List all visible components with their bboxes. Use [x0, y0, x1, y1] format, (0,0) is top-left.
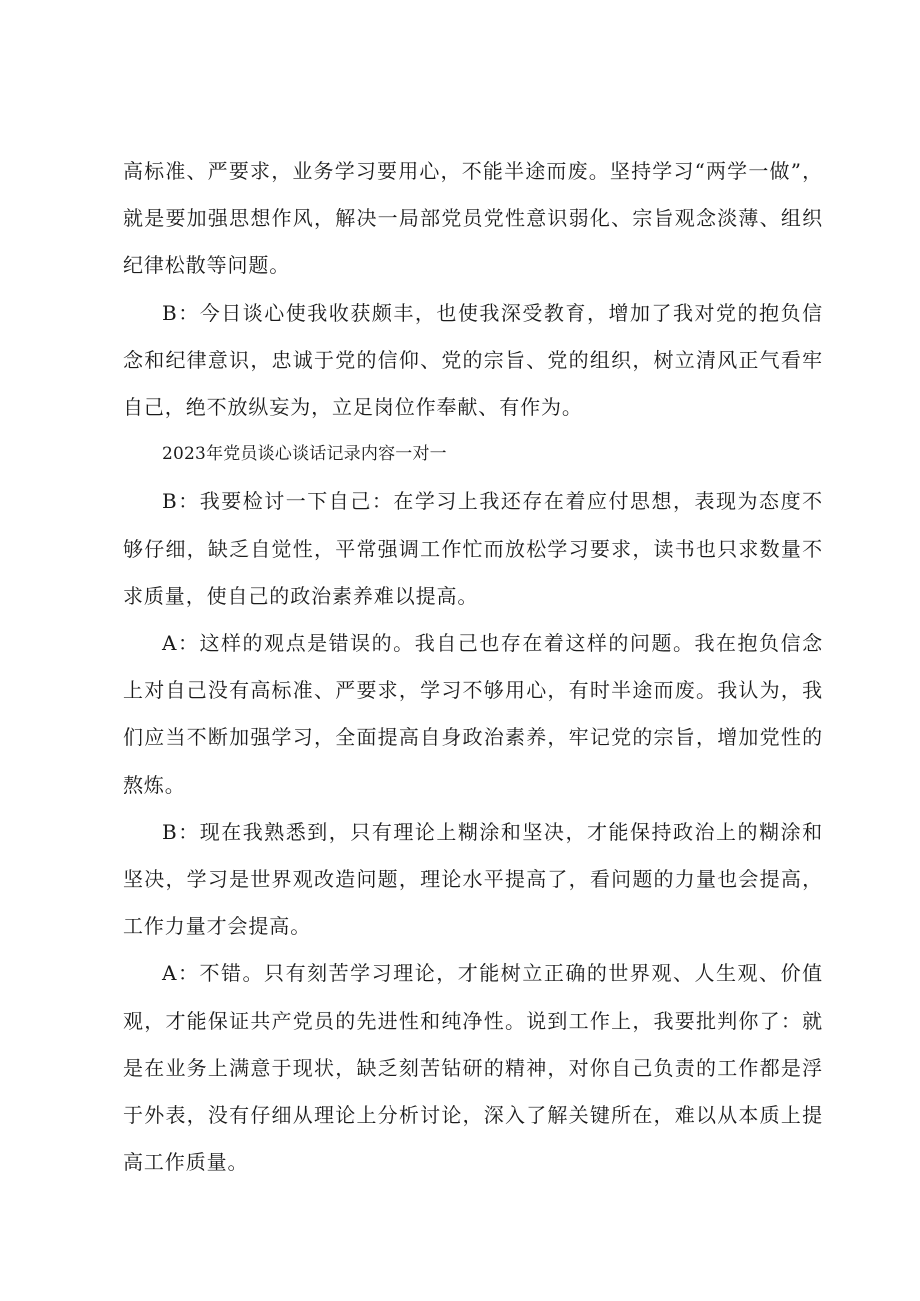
paragraph-dialogue-b: B：我要检讨一下自己：在学习上我还存在着应付思想，表现为态度不够仔细，缺乏自觉性，平常强调工作忙而放松学习要求，读书也只求数量不求质量，使自己的政治素养难以提高。: [123, 489, 823, 608]
paragraph-dialogue-a: A：这样的观点是错误的。我自己也存在着这样的问题。我在抱负信念上对自己没有高标准、严要求，学习不够用心，有时半途而废。我认为，我们应当不断加强学习，全面提高自身政治素养，牢记党的宗旨，增加党性的熬炼。: [123, 631, 823, 797]
paragraph-continuation: 高标准、严要求，业务学习要用心，不能半途而废。坚持学习“两学一做”，就是要加强思想作风，解决一局部党员党性意识弱化、宗旨观念淡薄、组织纪律松散等问题。: [123, 159, 823, 278]
document-body: [123, 148, 823, 1186]
paragraph-dialogue-a: A：不错。只有刻苦学习理论，才能树立正确的世界观、人生观、价值观，才能保证共产党员的先进性和纯净性。说到工作上，我要批判你了：就是在业务上满意于现状，缺乏刻苦钻研的精神，对你自己负责的工作都是浮于外表，没有仔细从理论上分析讨论，深入了解关键所在，难以从本质上提高工作质量。: [123, 961, 823, 1175]
section-heading: 2023年党员谈心谈话记录内容一对一: [162, 444, 447, 465]
paragraph-dialogue-b: B：今日谈心使我收获颇丰，也使我深受教育，增加了我对党的抱负信念和纪律意识，忠诚于党的信仰、党的宗旨、党的组织，树立清风正气看牢自己，绝不放纵妄为，立足岗位作奉献、有作为。: [123, 300, 823, 420]
paragraph-dialogue-b: B：现在我熟悉到，只有理论上糊涂和坚决，才能保持政治上的糊涂和坚决，学习是世界观改造问题，理论水平提高了，看问题的力量也会提高，工作力量才会提高。: [123, 819, 823, 939]
